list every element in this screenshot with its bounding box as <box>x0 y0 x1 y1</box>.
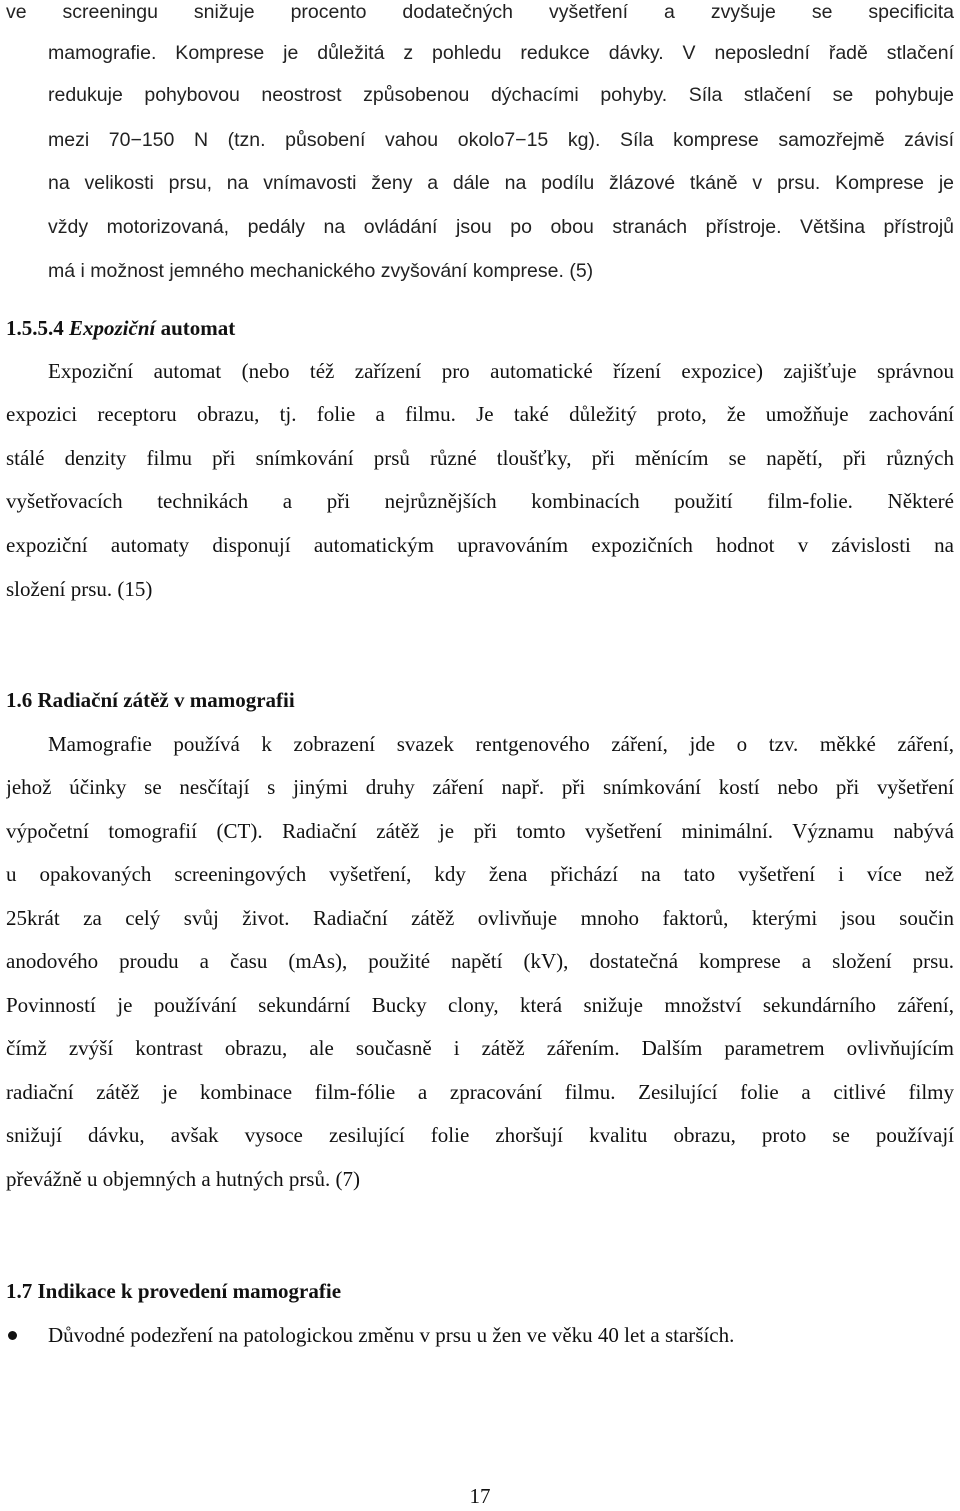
section-number: 1.5.5.4 <box>6 316 64 340</box>
paragraph-line: Mamografie používá k zobrazení svazek rentgenového záření, jde o tzv. měkké záření, <box>48 732 954 756</box>
paragraph-line: stálé denzity filmu při snímkování prsů různé tloušťky, při měnícím se napětí, při různých <box>6 446 954 470</box>
section-number: 1.6 <box>6 688 33 712</box>
page-number: 17 <box>469 1484 491 1508</box>
paragraph-line: převážně u objemných a hutných prsů. (7) <box>6 1167 360 1191</box>
paragraph-line: snižují dávku, avšak vysoce zesilující folie zhoršují kvalitu obrazu, proto se používají <box>6 1123 954 1147</box>
section-title: Indikace k provedení mamografie <box>37 1279 342 1303</box>
paragraph-line: redukuje pohybovou neostrost způsobenou dýchacími pohyby. Síla stlačení se pohybuje <box>48 84 954 106</box>
paragraph-line: složení prsu. (15) <box>6 577 153 601</box>
paragraph-line: radiační zátěž je kombinace film-fólie a zpracování filmu. Zesilující folie a citlivé filmy <box>6 1080 954 1104</box>
paragraph-line: mezi 70−150 N (tzn. působení vahou okolo7−15 kg). Síla komprese samozřejmě závisí <box>48 129 954 151</box>
section-heading <box>6 685 295 715</box>
paragraph-line: 25krát za celý svůj život. Radiační zátěž ovlivňuje mnoho faktorů, kterými jsou součin <box>6 906 954 930</box>
paragraph-line: Povinností je používání sekundární Bucky clony, která snižuje množství sekundárního záření, <box>6 993 954 1017</box>
paragraph-line: u opakovaných screeningových vyšetření, kdy žena přichází na tato vyšetření i více než <box>6 862 954 886</box>
paragraph-line: čímž zvýší kontrast obrazu, ale současně i zátěž zářením. Dalším parametrem ovlivňujícím <box>6 1036 954 1060</box>
section-heading <box>6 313 235 343</box>
paragraph-line: mamografie. Komprese je důležitá z pohledu redukce dávky. V neposlední řadě stlačení <box>48 42 954 64</box>
paragraph-line: výpočetní tomografií (CT). Radiační zátěž je při tomto vyšetření minimální. Významu nabývá <box>6 819 954 843</box>
paragraph-line: Expoziční automat (nebo též zařízení pro automatické řízení expozice) zajišťuje správnou <box>48 359 954 383</box>
paragraph-line: jehož účinky se nesčítají s jinými druhy záření např. při snímkování kostí nebo při vyšetření <box>6 775 954 799</box>
section-number: 1.7 <box>6 1279 33 1303</box>
paragraph-line: vždy motorizovaná, pedály na ovládání jsou po obou stranách přístroje. Většina přístrojů <box>48 216 954 238</box>
paragraph-line: na velikosti prsu, na vnímavosti ženy a dále na podílu žlázové tkáně v prsu. Komprese je <box>48 172 954 194</box>
section-title-italic: Expoziční <box>69 316 156 340</box>
paragraph-line: expozici receptoru obrazu, tj. folie a filmu. Je také důležitý proto, že umožňuje zachování <box>6 402 954 426</box>
section-heading <box>6 1276 341 1306</box>
section-title: Radiační zátěž v mamografii <box>37 688 295 712</box>
paragraph-line: expoziční automaty disponují automatickým upravováním expozičních hodnot v závislosti na <box>6 533 954 557</box>
paragraph-line: ve screeningu snižuje procento dodatečných vyšetření a zvyšuje se specificita <box>6 1 954 23</box>
paragraph-line: anodového proudu a času (mAs), použité napětí (kV), dostatečná komprese a složení prsu. <box>6 949 954 973</box>
bullet-icon <box>8 1331 17 1340</box>
list-item: Důvodné podezření na patologickou změnu v prsu u žen ve věku 40 let a starších. <box>48 1323 735 1347</box>
paragraph-line: má i možnost jemného mechanického zvyšování komprese. (5) <box>48 260 594 282</box>
section-title: automat <box>160 316 236 340</box>
paragraph-line: vyšetřovacích technikách a při nejrůznějších kombinacích použití film-folie. Některé <box>6 489 954 513</box>
